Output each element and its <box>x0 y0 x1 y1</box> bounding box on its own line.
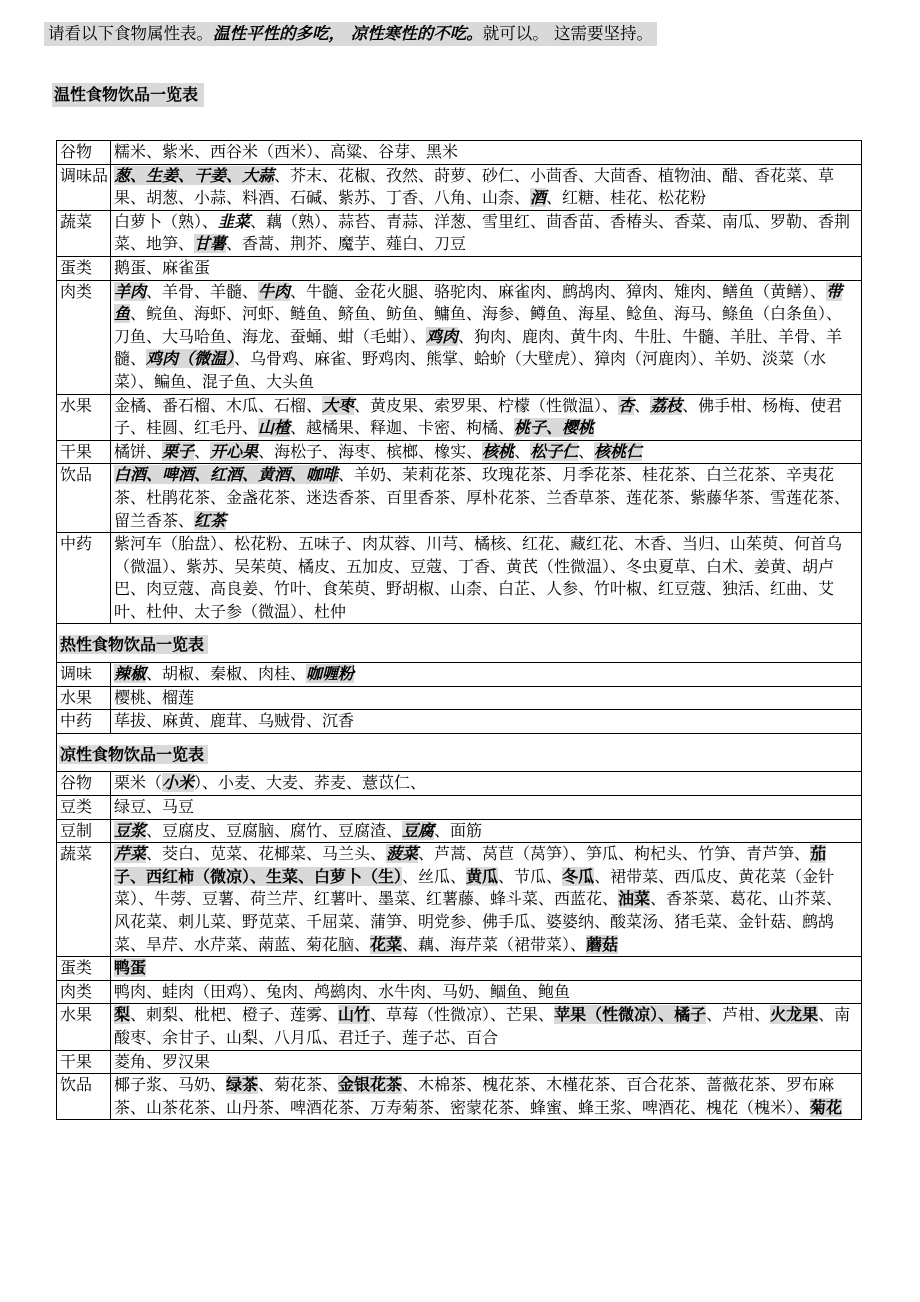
category-cell: 干果 <box>57 440 111 464</box>
category-cell: 豆类 <box>57 796 111 820</box>
highlighted-food-item: 韭菜 <box>218 211 251 231</box>
food-item-text: 樱桃、榴莲 <box>114 687 195 707</box>
items-cell <box>111 256 862 280</box>
food-table-body <box>57 141 862 1120</box>
table-row <box>57 164 862 210</box>
category-cell: 中药 <box>57 533 111 624</box>
food-item-text: 栗米（ <box>114 773 163 793</box>
highlighted-food-item: 核桃 <box>482 441 515 461</box>
category-cell: 水果 <box>57 1004 111 1050</box>
table-row <box>57 256 862 280</box>
items-cell <box>111 957 862 981</box>
highlighted-food-item: 苹果（性微凉）、橘子 <box>554 1005 707 1025</box>
food-item-text: 、节瓜、 <box>498 866 563 886</box>
cool-section-header-row <box>57 733 862 772</box>
category-cell: 谷物 <box>57 141 111 165</box>
food-item-text: 、 <box>634 395 651 415</box>
category-cell: 水果 <box>57 686 111 710</box>
table-row <box>57 819 862 843</box>
table-row <box>57 1050 862 1074</box>
highlighted-food-item: 菊花 <box>810 1097 843 1117</box>
category-cell: 蛋类 <box>57 957 111 981</box>
food-item-text: 、鲩鱼、海虾、河虾、鲢鱼、鲚鱼、鲂鱼、鳙鱼、海参、鳟鱼、海星、鲶鱼、海马、鲦鱼（白条鱼）、刀鱼、大马哈鱼、海龙、蚕蛹、蚶（毛蚶）、 <box>114 304 843 346</box>
category-cell: 调味品 <box>57 164 111 210</box>
food-item-text: 、香茶菜、葛花、山芥菜、风花菜、刺儿菜、野苋菜、千屈菜、蒲笋、明党参、佛手瓜、婆婆纳、酸菜汤、猪毛菜、金针菇、鹧鸪菜、旱芹、水芹菜、䓣蓝、菊花脑、 <box>114 889 843 954</box>
food-item-text: 、黄皮果、索罗果、柠檬（性微温）、 <box>354 395 619 415</box>
food-item-text: 紫河车（胎盘）、松花粉、五味子、肉苁蓉、川芎、橘核、红花、藏红花、木香、当归、山茱萸、何首乌（微温）、紫苏、吴茱萸、橘皮、五加皮、豆蔻、丁香、黄芪（性微温）、冬虫夏草、白术、姜黄、胡卢巴、肉豆蔻、高良姜、竹叶、食茱萸、野胡椒、山柰、白芷、人参、竹叶椒、红豆蔻、独活、红曲、艾叶、杜仲、太子参（微温）、杜仲 <box>114 534 843 621</box>
food-item-text: 、胡椒、秦椒、肉桂、 <box>146 664 307 684</box>
food-item-text: 、羊骨、羊髓、 <box>146 281 259 301</box>
table-row <box>57 280 862 394</box>
items-cell <box>111 819 862 843</box>
food-item-text: 、刺梨、枇杷、橙子、莲雾、 <box>130 1005 339 1025</box>
category-cell: 饮品 <box>57 1074 111 1120</box>
category-cell: 中药 <box>57 710 111 734</box>
highlighted-food-item: 冬瓜 <box>562 866 595 886</box>
food-item-text: 金橘、番石榴、木瓜、石榴、 <box>114 395 323 415</box>
food-item-text: 、草莓（性微凉）、芒果、 <box>370 1005 555 1025</box>
highlighted-food-item: 甘薯 <box>194 234 227 254</box>
category-cell: 蔬菜 <box>57 210 111 256</box>
items-cell <box>111 280 862 394</box>
items-cell <box>111 1050 862 1074</box>
food-item-text: 、羊奶、茉莉花茶、玫瑰花茶、月季花茶、桂花茶、白兰花茶、辛夷花茶、杜鹃花茶、金盏花茶、迷迭香茶、百里香茶、厚朴花茶、兰香草茶、莲花茶、紫藤华茶、雪莲花茶、留兰香茶、 <box>114 465 851 530</box>
category-cell: 调味 <box>57 663 111 687</box>
highlighted-food-item: 鸡肉（微温） <box>146 349 235 369</box>
table-row <box>57 663 862 687</box>
table-row <box>57 464 862 533</box>
food-item-text: 、狗肉、鹿肉、黄牛肉、牛肚、牛髓、羊肚、羊骨、羊髓、 <box>114 326 843 369</box>
food-item-text: 、藕（熟）、蒜苔、青蒜、洋葱、雪里红、茴香苗、香椿头、香菜、南瓜、罗勒、香荆菜、地笋、 <box>114 211 851 254</box>
food-item-text: 荜拔、麻黄、鹿茸、乌贼骨、沉香 <box>114 711 355 731</box>
items-cell <box>111 164 862 210</box>
highlighted-food-item: 山楂 <box>258 418 291 438</box>
food-item-text: 、 <box>514 441 531 461</box>
items-cell <box>111 663 862 687</box>
table-row <box>57 394 862 440</box>
food-item-text: 橘饼、 <box>114 441 163 461</box>
food-item-text: 、芦蒿、莴苣（莴笋）、笋瓜、枸杞头、竹笋、青芦笋、 <box>418 844 811 864</box>
table-row <box>57 772 862 796</box>
highlighted-food-item: 杏 <box>618 395 635 415</box>
items-cell <box>111 796 862 820</box>
highlighted-food-item: 羊肉 <box>114 281 147 301</box>
highlighted-food-item: 栗子 <box>162 441 195 461</box>
food-item-text: 、裙带菜、西瓜皮、黄花菜（金针菜）、牛蒡、豆薯、荷兰芹、红薯叶、墨菜、红薯藤、蜂斗菜、西蓝花、 <box>114 866 835 909</box>
highlighted-food-item: 松子仁 <box>530 441 579 461</box>
highlighted-food-item: 梨 <box>114 1005 131 1025</box>
highlighted-food-item: 豆腐 <box>402 820 435 840</box>
food-item-text: 、越橘果、释迦、卡密、枸橘、 <box>290 418 515 438</box>
food-item-text: 、藕、海芹菜（裙带菜）、 <box>402 934 587 954</box>
table-row <box>57 533 862 624</box>
food-item-text: 、佛手柑、杨梅、使君子、桂圆、红毛丹、 <box>114 395 843 438</box>
food-item-text: 菱角、罗汉果 <box>114 1051 211 1071</box>
category-cell: 肉类 <box>57 280 111 394</box>
table-row <box>57 686 862 710</box>
food-item-text: 、海松子、海枣、槟榔、橡实、 <box>258 441 483 461</box>
food-item-text: 白萝卜（熟）、 <box>114 211 219 231</box>
hot-section-header-row <box>57 624 862 663</box>
highlighted-food-item: 茄子、西红柿（微凉）、生菜、白萝卜（生） <box>114 844 827 886</box>
highlighted-food-item: 山竹 <box>338 1005 371 1025</box>
highlighted-food-item: 大枣 <box>322 395 355 415</box>
intro-text-2: 就可以。 这需要坚持。 <box>482 24 653 43</box>
table-row <box>57 440 862 464</box>
highlighted-food-item: 绿茶 <box>226 1075 259 1095</box>
intro-emphasis: 温性平性的多吃， 凉性寒性的不吃。 <box>213 24 483 43</box>
food-item-text: 、 <box>578 441 595 461</box>
table-row <box>57 796 862 820</box>
items-cell <box>111 440 862 464</box>
category-cell: 谷物 <box>57 772 111 796</box>
highlighted-food-item: 辣椒 <box>114 664 147 684</box>
items-cell <box>111 980 862 1004</box>
category-cell: 蛋类 <box>57 256 111 280</box>
highlighted-food-item: 葱、生姜、干姜、大蒜 <box>114 165 275 185</box>
table-row <box>57 141 862 165</box>
items-cell <box>111 533 862 624</box>
items-cell <box>111 394 862 440</box>
highlighted-food-item: 鸡肉 <box>426 326 459 346</box>
highlighted-food-item: 花菜 <box>370 934 403 954</box>
table-row <box>57 957 862 981</box>
highlighted-food-item: 带鱼 <box>114 281 843 324</box>
food-item-text: 、红糖、桂花、松花粉 <box>546 188 707 208</box>
table-row <box>57 210 862 256</box>
cool-section-title: 凉性食物饮品一览表 <box>59 745 208 764</box>
hot-section-header-cell <box>57 624 862 663</box>
items-cell <box>111 772 862 796</box>
highlighted-food-item: 开心果 <box>210 441 259 461</box>
category-cell: 水果 <box>57 394 111 440</box>
food-item-text: 鹅蛋、麻雀蛋 <box>114 257 211 277</box>
items-cell <box>111 710 862 734</box>
hot-section-title: 热性食物饮品一览表 <box>59 635 208 654</box>
intro-note <box>44 22 657 46</box>
table-row <box>57 1074 862 1120</box>
items-cell <box>111 1004 862 1050</box>
food-item-text: 鸭肉、蛙肉（田鸡）、兔肉、鸬鹚肉、水牛肉、马奶、鲴鱼、鲍鱼 <box>114 981 571 1001</box>
food-item-text: 、牛髓、金花火腿、骆驼肉、麻雀肉、鹧鸪肉、獐肉、雉肉、鳝鱼（黄鳝）、 <box>290 281 827 301</box>
table-row <box>57 1004 862 1050</box>
category-cell: 蔬菜 <box>57 843 111 957</box>
category-cell: 豆制 <box>57 819 111 843</box>
food-item-text: 、芥末、花椒、孜然、莳萝、砂仁、小茴香、大茴香、植物油、醋、香花菜、草果、胡葱、小蒜、料酒、石碱、紫苏、丁香、八角、山柰、 <box>114 165 835 208</box>
food-item-text: 、面筋 <box>434 820 483 840</box>
food-item-text: 、木棉茶、槐花茶、木槿花茶、百合花茶、蔷薇花茶、罗布麻茶、山茶花茶、山丹茶、啤酒花茶、万寿菊茶、密蒙花茶、蜂蜜、蜂王浆、啤酒花、槐花（槐米）、 <box>114 1075 835 1117</box>
category-cell: 饮品 <box>57 464 111 533</box>
items-cell <box>111 141 862 165</box>
food-item-text: 、菊花茶、 <box>258 1075 339 1095</box>
category-cell: 干果 <box>57 1050 111 1074</box>
food-item-text: ）、小麦、大麦、荞麦、薏苡仁、 <box>194 773 427 793</box>
food-item-text: 、茭白、苋菜、花椰菜、马兰头、 <box>146 844 387 864</box>
food-item-text: 、乌骨鸡、麻雀、野鸡肉、熊掌、蛤蚧（大壁虎）、獐肉（河鹿肉）、羊奶、淡菜（水菜）、鳊鱼、混子鱼、大头鱼 <box>114 349 827 391</box>
highlighted-food-item: 豆浆 <box>114 820 147 840</box>
table-row <box>57 980 862 1004</box>
food-item-text: 、豆腐皮、豆腐脑、腐竹、豆腐渣、 <box>146 820 403 840</box>
cool-section-header-cell <box>57 733 862 772</box>
food-item-text: 糯米、紫米、西谷米（西米）、高粱、谷芽、黑米 <box>114 142 459 161</box>
table-row <box>57 710 862 734</box>
food-item-text: 、芦柑、 <box>706 1005 771 1025</box>
food-item-text: 、香蒿、荆芥、魔芋、薤白、刀豆 <box>226 234 467 254</box>
items-cell <box>111 686 862 710</box>
items-cell <box>111 843 862 957</box>
highlighted-food-item: 桃子、樱桃 <box>514 418 595 438</box>
category-cell: 肉类 <box>57 980 111 1004</box>
highlighted-food-item: 芹菜 <box>114 844 147 864</box>
items-cell <box>111 464 862 533</box>
intro-text-1: 请看以下食物属性表。 <box>48 24 213 43</box>
highlighted-food-item: 荔枝 <box>650 395 683 415</box>
items-cell <box>111 1074 862 1120</box>
highlighted-food-item: 咖喱粉 <box>306 664 355 684</box>
food-item-text: 、南酸枣、余甘子、山梨、八月瓜、君迁子、莲子芯、百合 <box>114 1005 851 1047</box>
highlighted-food-item: 小米 <box>162 773 195 793</box>
highlighted-food-item: 鸭蛋 <box>114 958 147 978</box>
highlighted-food-item: 蘑菇 <box>586 934 619 954</box>
highlighted-food-item: 油菜 <box>618 889 651 909</box>
highlighted-food-item: 火龙果 <box>770 1005 819 1025</box>
highlighted-food-item: 核桃仁 <box>594 441 643 461</box>
highlighted-food-item: 金银花茶 <box>338 1075 403 1095</box>
highlighted-food-item: 黄瓜 <box>466 866 499 886</box>
highlighted-food-item: 红茶 <box>194 510 227 530</box>
food-property-table <box>56 140 862 1120</box>
warm-section-title: 温性食物饮品一览表 <box>52 83 204 107</box>
food-item-text: 绿豆、马豆 <box>114 797 195 817</box>
table-row <box>57 843 862 957</box>
highlighted-food-item: 牛肉 <box>258 281 291 301</box>
food-item-text: 、丝瓜、 <box>402 866 467 886</box>
highlighted-food-item: 白酒、啤酒、红酒、黄酒、咖啡 <box>114 465 339 485</box>
highlighted-food-item: 酒 <box>530 188 547 208</box>
highlighted-food-item: 菠菜 <box>386 844 419 864</box>
food-item-text: 椰子浆、马奶、 <box>114 1075 227 1095</box>
items-cell <box>111 210 862 256</box>
food-item-text: 、 <box>194 441 211 461</box>
